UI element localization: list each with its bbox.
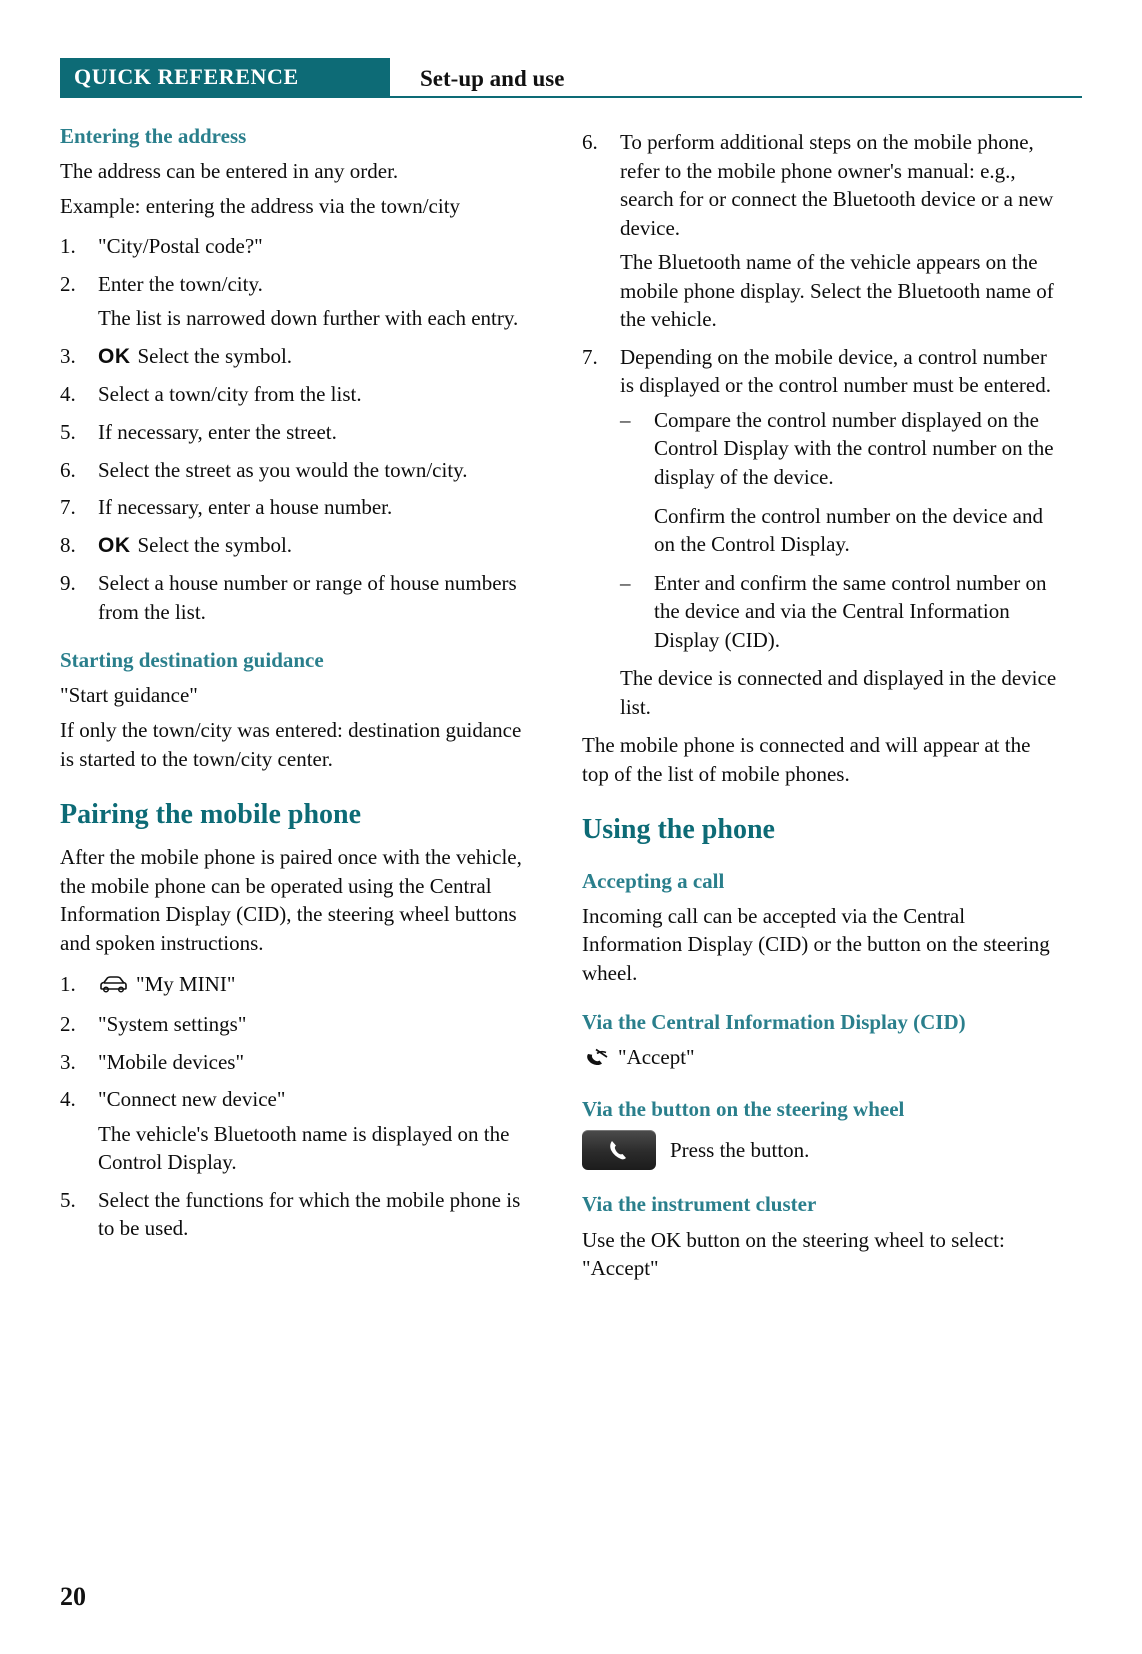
step-number: 1.: [60, 971, 76, 996]
list-item: [60, 569, 540, 626]
step-number: 4.: [60, 382, 76, 407]
header-tab-label: QUICK REFERENCE: [60, 58, 390, 96]
paragraph-start-guidance-command: "Start guidance": [60, 683, 198, 708]
paragraph-start-guidance-info: If only the town/city was entered: destination guidance is started to the town/city center.: [60, 718, 522, 771]
list-item: [60, 1048, 540, 1077]
list-pairing-steps: [60, 970, 540, 1243]
dash-bullet: –: [620, 570, 631, 595]
list-item: [60, 970, 540, 1002]
step-note: The list is narrowed down further with each entry.: [98, 306, 519, 331]
paragraph-address-order: The address can be entered in any order.: [60, 159, 399, 184]
list-item: [60, 342, 540, 372]
step-number: 6.: [582, 130, 598, 154]
heading-via-cid: Via the Central Information Display (CID): [582, 1009, 966, 1034]
list-item: [60, 1010, 540, 1039]
paragraph-via-instrument-cluster: Use the OK button on the steering wheel to select: "Accept": [582, 1227, 1005, 1281]
list-item: [60, 531, 540, 561]
steering-wheel-button-row: [582, 1130, 1062, 1170]
paragraph-accepting-call: Incoming call can be accepted via the Central Information Display (CID) or the button on the steering wheel.: [582, 903, 1050, 985]
step-text: Select the symbol.: [137, 343, 293, 368]
paragraph-address-example: Example: entering the address via the town/city: [60, 193, 461, 218]
dash-text: Enter and confirm the same control number on the device and via the Central Information Display (CID).: [654, 570, 1047, 652]
list-item: [60, 380, 540, 409]
step-text: Depending on the mobile device, a control number is displayed or the control number must be entered.: [620, 344, 1051, 398]
heading-entering-the-address: Entering the address: [60, 124, 247, 148]
step-text: "My MINI": [136, 971, 236, 996]
heading-pairing-the-mobile-phone: Pairing the mobile phone: [60, 799, 362, 831]
step-note: The Bluetooth name of the vehicle appears on the mobile phone display. Select the Bluetooth name of the vehicle.: [620, 250, 1054, 332]
step-number: 5.: [60, 420, 76, 445]
list-item: [582, 128, 1062, 334]
heading-via-steering-wheel-button: Via the button on the steering wheel: [582, 1097, 905, 1122]
two-column-body: [60, 124, 1082, 1295]
list-control-number-options: [620, 406, 1062, 492]
step-number: 5.: [60, 1187, 76, 1212]
step-note: The vehicle's Bluetooth name is displayed on the Control Display.: [98, 1121, 510, 1175]
step-number: 8.: [60, 532, 76, 557]
step-text: Select a town/city from the list.: [98, 382, 362, 407]
list-entering-address-steps: [60, 232, 540, 626]
paragraph-pairing-intro: After the mobile phone is paired once with the vehicle, the mobile phone can be operated using the Central Information Display (CID), the steering wheel buttons and spoken instructions.: [60, 845, 522, 955]
list-item: [60, 493, 540, 522]
list-item: [60, 270, 540, 333]
list-item: [60, 1085, 540, 1177]
page-title: Set-up and use: [420, 66, 565, 91]
list-item: [620, 569, 1062, 655]
heading-accepting-a-call: Accepting a call: [582, 868, 725, 893]
heading-using-the-phone: Using the phone: [582, 814, 775, 846]
via-cid-accept-label: "Accept": [618, 1044, 695, 1069]
steering-wheel-button-label: Press the button.: [670, 1138, 810, 1163]
step-text: "System settings": [98, 1012, 247, 1037]
step-number: 2.: [60, 271, 76, 296]
step-closing-note: The device is connected and displayed in the device list.: [620, 666, 1057, 719]
list-item: [60, 456, 540, 485]
list-item: [60, 1186, 540, 1243]
list-item: [620, 406, 1062, 492]
step-text: "Mobile devices": [98, 1049, 245, 1074]
step-number: 9.: [60, 571, 76, 596]
page-header: [60, 48, 1082, 96]
step-number: 3.: [60, 1049, 76, 1074]
list-item: [60, 232, 540, 261]
phone-accept-icon: [582, 1046, 610, 1076]
page-number: 20: [60, 1582, 86, 1611]
step-text: If necessary, enter the street.: [98, 420, 337, 445]
step-number: 6.: [60, 457, 76, 482]
dash-text: Compare the control number displayed on the Control Display with the control number on the display of the device.: [654, 407, 1054, 490]
left-column: [60, 124, 540, 1295]
list-item: [60, 418, 540, 447]
step-number: 1.: [60, 234, 76, 259]
step-text: If necessary, enter a house number.: [98, 495, 393, 520]
step-number: 7.: [582, 344, 598, 369]
header-divider: [60, 96, 1082, 98]
step-number: 2.: [60, 1012, 76, 1037]
heading-starting-destination-guidance: Starting destination guidance: [60, 648, 324, 673]
paragraph-pairing-closing: The mobile phone is connected and will appear at the top of the list of mobile phones.: [582, 733, 1031, 786]
paragraph-via-cid-accept: [582, 1043, 1062, 1076]
car-icon: [98, 973, 128, 1002]
ok-button-icon: OK: [98, 533, 131, 557]
right-column: [582, 124, 1062, 1295]
ok-button-icon: OK: [98, 344, 131, 368]
step-text: Select a house number or range of house numbers from the list.: [98, 571, 517, 624]
phone-button-icon: [582, 1130, 656, 1170]
step-text: "City/Postal code?": [98, 234, 263, 259]
step-text: "Connect new device": [98, 1087, 286, 1112]
list-control-number-options-2: [620, 569, 1062, 655]
dash-bullet: –: [620, 407, 631, 432]
step-number: 4.: [60, 1087, 76, 1112]
list-item: [582, 343, 1062, 722]
step-number: 7.: [60, 495, 76, 520]
heading-via-instrument-cluster: Via the instrument cluster: [582, 1192, 817, 1217]
step-text: Select the symbol.: [137, 532, 293, 557]
list-pairing-steps-continued: [582, 128, 1062, 721]
step-text: To perform additional steps on the mobile phone, refer to the mobile phone owner's manual: e.g., search for or connect the Bluetooth device or a new device.: [620, 130, 1054, 240]
step-text: Select the functions for which the mobile phone is to be used.: [98, 1187, 521, 1241]
step-text: Select the street as you would the town/city.: [98, 457, 468, 482]
dash-note: Confirm the control number on the device and on the Control Display.: [654, 503, 1043, 557]
step-text: Enter the town/city.: [98, 271, 263, 296]
step-number: 3.: [60, 343, 76, 368]
